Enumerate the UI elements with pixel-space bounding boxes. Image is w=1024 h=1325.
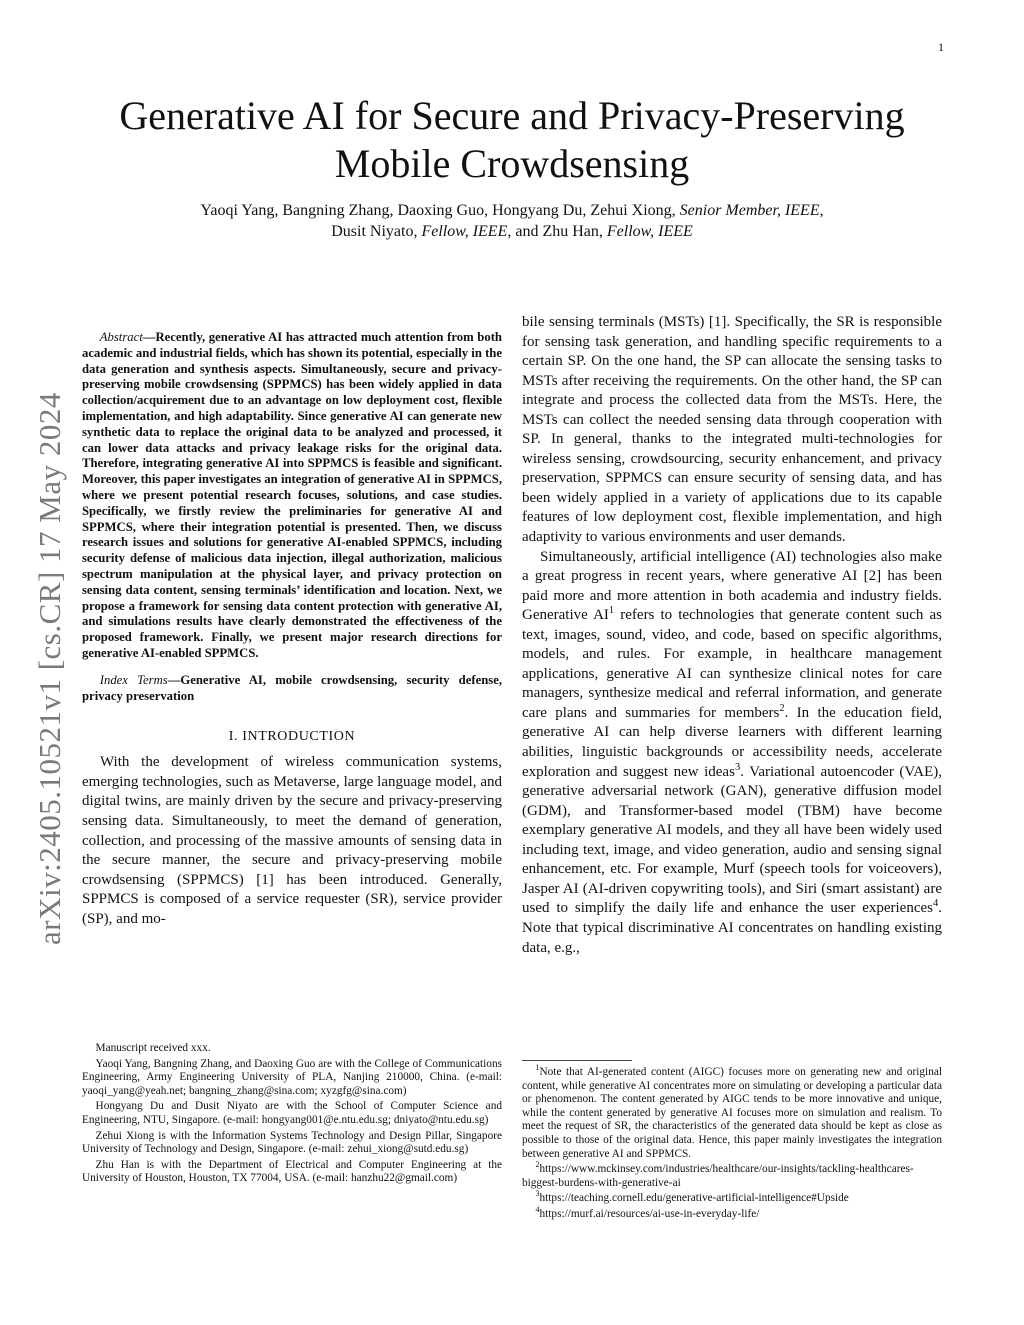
author-line-2: [60, 221, 964, 242]
text-run: refers to technologies that generate content such as text, images, sound, video, and code, based on specific algorithms, models, and rules. For example, in healthcare management applications, generative AI can synthesize clinical notes for care managers, synthesize medical and referral information, and generate care plans and summaries for members: [522, 607, 943, 721]
footnote-link[interactable]: https://teaching.cornell.edu/generative-artificial-intelligence#Upside: [539, 1192, 849, 1205]
index-terms-text: —Generative AI, mobile crowdsensing, security defense, privacy preservation: [82, 672, 502, 703]
text-run: . In the education field, generative AI can help diverse learners with different learning abilities, linguistic backgrounds or accessibility needs, accelerate exploration and suggest new ideas: [522, 704, 943, 780]
author-role: Fellow, IEEE: [421, 223, 508, 240]
author-role: Fellow, IEEE: [606, 223, 693, 240]
footnote[interactable]: [522, 1160, 942, 1190]
abstract: [82, 330, 502, 662]
page-number: 1: [938, 40, 944, 54]
footnote-mark: 2: [535, 1160, 540, 1170]
index-terms-label: Index Terms: [99, 672, 168, 687]
paper-title: [60, 92, 964, 188]
intro-paragraph: With the development of wireless communication systems, emerging technologies, such as Metaverse, large language model, and digital twins, are mainly driven by the secure and privacy-preserving sensing data. Simultaneously, to meet the demand of generation, collection, and processing of the massive amounts of sensing data in the secure manner, the secure and privacy-preserving mobile crowdsensing (SPPMCS) [1] has been introduced. Generally, SPPMCS is composed of a service requester (SR), service provider (SP), and mo-: [82, 754, 502, 927]
footnote-mark: 4: [535, 1205, 540, 1215]
footnote-mark: 3: [535, 1189, 540, 1199]
footnote-link[interactable]: https://murf.ai/resources/ai-use-in-everyday-life/: [539, 1207, 760, 1220]
abstract-text: —Recently, generative AI has attracted much attention from both academic and industrial fields, which has shown its potential, especially in the data generation and synthesis aspects. Simultaneously, secure and privacy-preserving mobile crowdsensing (SPPMCS) has been widely applied in data collection/acquirement due to an advantage on low deployment cost, flexible implementation, and high adaptability. Since generative AI can generate new synthetic data to replace the original data to be analyzed and processed, it can lower data attacks and privacy leakage risks for the original data. Therefore, integrating generative AI into SPPMCS is feasible and significant. Moreover, this paper investigates an integration of generative AI in SPPMCS, where we present potential research focuses, solutions, and case studies. Specifically, we firstly review the preliminaries for generative AI and SPPMCS, where their integration potential is presented. Then, we discuss research issues and solutions for generative AI-enabled SPPMCS, including security defense of malicious data injection, illegal authorization, malicious spectrum manipulation at the physical layer, and privacy protection on sensing data content, sensing terminals’ identification and location. Next, we propose a framework for sensing data content protection with generative AI, and simulations results have clearly demonstrated the effectiveness of the proposed framework. Finally, we present major research directions for generative AI-enabled SPPMCS.: [82, 330, 502, 660]
section-heading: I. INTRODUCTION: [228, 729, 356, 745]
text-run: Simultaneously, artificial intelligence (AI) technologies also make a great progress in recent years, where generative AI [2] has been paid more and more attention in both academia and industry fields. Generative AI: [522, 548, 942, 624]
footnote-ref[interactable]: 3: [734, 761, 741, 773]
right-column: [522, 313, 942, 958]
footnote-ref[interactable]: 4: [933, 898, 939, 910]
text-run: . Note that typical discriminative AI concentrates on handling existing data, e.g.,: [522, 900, 942, 956]
footnote-mark: 1: [535, 1063, 540, 1073]
arxiv-identifier[interactable]: arXiv:2405.10521v1 [cs.CR] 17 May 2024: [32, 392, 67, 945]
author-list: [60, 200, 964, 242]
footnotes-right: [522, 1062, 942, 1224]
title-line-2: Mobile Crowdsensing: [334, 141, 690, 186]
author-names: Yaoqi Yang, Bangning Zhang, Daoxing Guo, Hongyang Du, Zehui Xiong,: [200, 202, 680, 219]
footnote-ref[interactable]: 2: [779, 702, 785, 714]
footnote: Manuscript received xxx.: [95, 1042, 211, 1054]
author-name: Dusit Niyato,: [331, 223, 422, 240]
footnote[interactable]: [522, 1205, 942, 1222]
footnote: Hongyang Du and Dusit Niyato are with the School of Computer Science and Engineering, NTU, Singapore. (e-mail: hongyang001@e.ntu.edu.sg; dniyato@ntu.edu.sg): [82, 1100, 502, 1126]
footnote-ref[interactable]: 1: [608, 605, 615, 617]
left-column: [82, 330, 502, 929]
footnote: [522, 1063, 942, 1161]
body-paragraph: bile sensing terminals (MSTs) [1]. Specifically, the SR is responsible for sensing task generation, and handling specific requirements to a certain SP. On the one hand, the SP can allocate the sensing tasks to MSTs after receiving the requirements. On the other hand, the SP can integrate and process the collected data from the MSTs. Here, the MSTs can collect the needed sensing data through cooperation with SP. In general, thanks to the integrated multi-technologies for wireless sensing, crowdsourcing, security enhancement, and privacy preservation, SPPMCS can ensure security of sensing data, and has been widely applied in a variety of applications due to its capable features of low deployment cost, flexible implementation, and high adaptivity to various environments and user demands.: [522, 314, 942, 546]
footnote: Zehui Xiong is with the Information Systems Technology and Design Pillar, Singapore University of Technology and Design, Singapore. (e-mail: zehui_xiong@sutd.edu.sg): [82, 1129, 502, 1156]
abstract-label: Abstract: [99, 330, 143, 344]
footnote: Zhu Han is with the Department of Electrical and Computer Engineering at the University of Houston, Houston, TX 77004, USA. (e-mail: hanzhu22@gmail.com): [82, 1158, 502, 1185]
footnote-text: Note that AI-generated content (AIGC) focuses more on generating new and original content, while generative AI concentrates more on simulating or developing a particular data or phenomenon. The content generated by AIGC tends to be more innovative and unique, while the content generated by generative AI focuses more on simulation and realism. To meet the request of SR, the characteristics of the generated data should be kept as close as possible to those of the original data. Hence, this paper mainly investigates the integration between generative AI and SPPMCS.: [522, 1066, 942, 1160]
title-line-1: Generative AI for Secure and Privacy-Preserving: [119, 93, 905, 138]
author-role: Senior Member, IEEE: [679, 202, 820, 219]
footnote-link[interactable]: https://www.mckinsey.com/industries/healthcare/our-insights/tackling-healthcares-biggest-burdens-with-generative-ai: [522, 1163, 914, 1189]
body-paragraph: [522, 548, 942, 958]
punctuation: ,: [819, 202, 824, 219]
author-name: , and Zhu Han,: [507, 223, 607, 240]
index-terms: [82, 673, 502, 705]
footnotes-left: [82, 1042, 502, 1188]
footnote[interactable]: [522, 1189, 942, 1206]
footnote-rule: [522, 1060, 632, 1061]
footnote: Yaoqi Yang, Bangning Zhang, and Daoxing Guo are with the College of Communications Engineering, Army Engineering University of PLA, Nanjing 210000, China. (e-mail: yaoqi_yang@yeah.net; bangning_zhang@sina.com; xyzgfg@sina.com): [82, 1057, 502, 1097]
author-line-1: [60, 200, 964, 221]
text-run: . Variational autoencoder (VAE), generative adversarial network (GAN), generative diffusion model (GDM), and Transformer-based model (TBM) have become exemplary generative AI models, and they all have been widely used including text, image, and video generation, audio and sensing signal enhancement, etc. For example, Murf (speech tools for voiceovers), Jasper AI (AI-driven copywriting tools), and Siri (smart assistant) are used to simplify the daily life and enhance the user experiences: [522, 763, 943, 917]
